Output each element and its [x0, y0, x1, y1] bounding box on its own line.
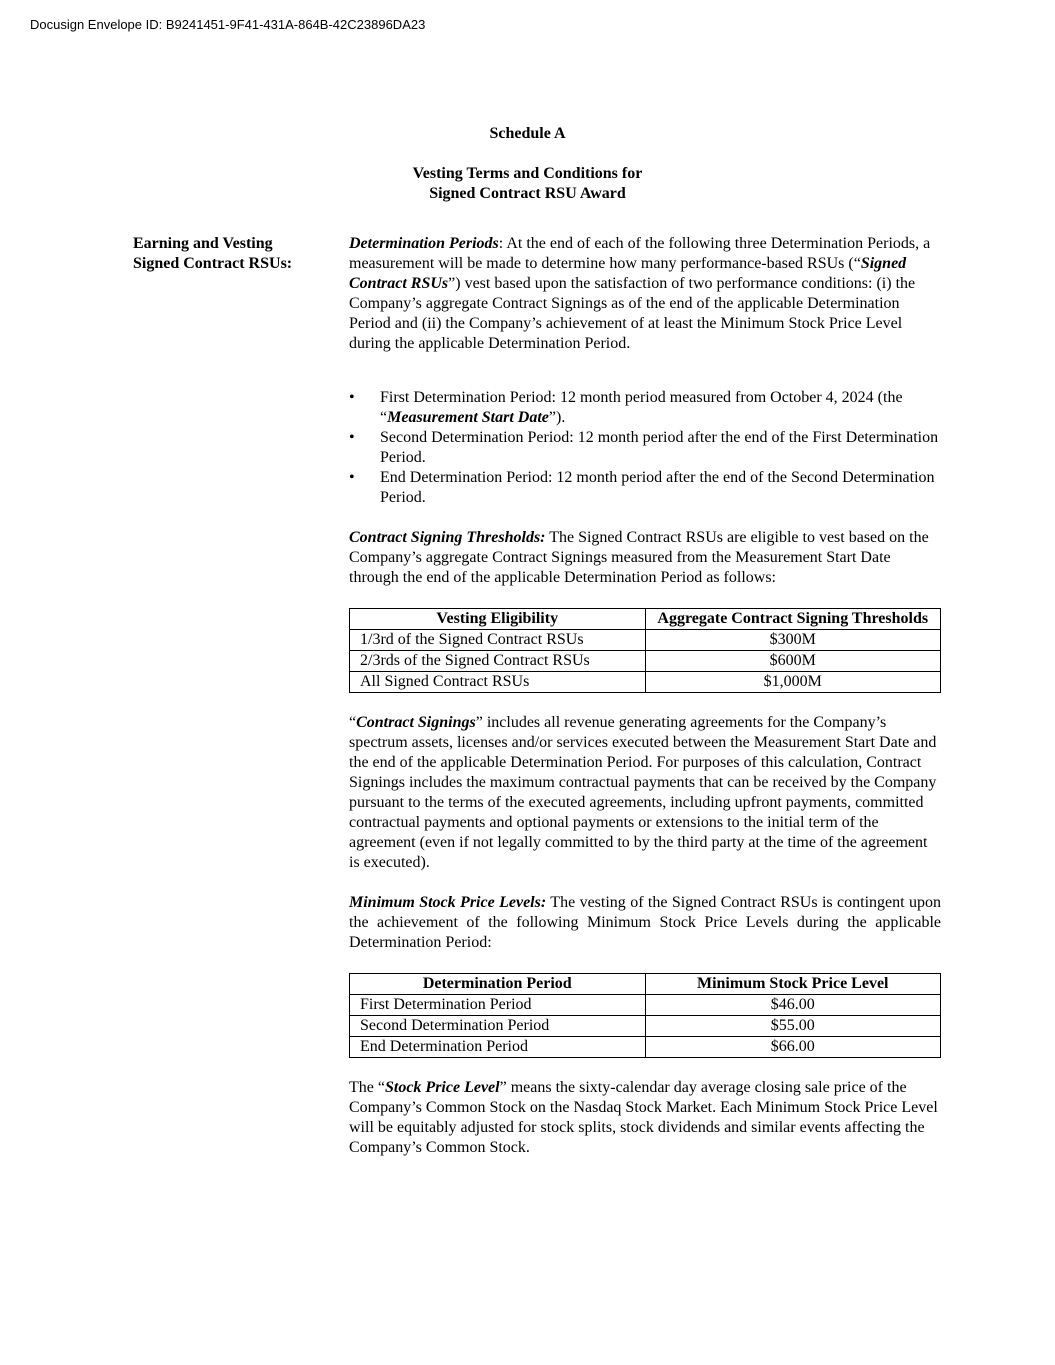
- determination-text-1: : At the end of each of the following three Determination Periods, a measurement will be made to determine how many performance-based RSUs (“: [349, 235, 931, 272]
- bullet-icon: •: [349, 389, 355, 406]
- subtitle-line-1: Vesting Terms and Conditions for: [412, 165, 643, 182]
- determination-heading: Determination Periods: [349, 235, 499, 252]
- table-row: [350, 1037, 941, 1058]
- period-cell: End Determination Period: [350, 1037, 646, 1058]
- schedule-title: Schedule A: [489, 125, 566, 142]
- thresholds-heading: Contract Signing Thresholds:: [349, 529, 546, 546]
- min-stock-price-header: Minimum Stock Price Level: [645, 974, 941, 995]
- contract-signings-open-quote: “: [349, 714, 357, 731]
- end-period-text: End Determination Period: 12 month period after the end of the Second Determination Period.: [380, 469, 935, 506]
- eligibility-cell: 2/3rds of the Signed Contract RSUs: [350, 651, 646, 672]
- bullet-icon: •: [349, 469, 355, 486]
- first-period-text: First Determination Period: 12 month period measured from October 4, 2024 (the “: [380, 389, 903, 426]
- thresholds-text: The Signed Contract RSUs are eligible to vest based on the Company’s aggregate Contract Signings measured from the Measurement Start Date through the end of the applicable Determination Period as follows:: [349, 529, 929, 586]
- threshold-cell: $1,000M: [645, 672, 941, 693]
- table-header-row: [350, 609, 941, 630]
- first-period-term: Measurement Start Date: [387, 409, 549, 426]
- section-label-line-2: Signed Contract RSUs:: [133, 255, 293, 272]
- stock-price-level-paragraph: [349, 1078, 941, 1158]
- min-stock-text: The vesting of the Signed Contract RSUs is contingent upon the achievement of the following Minimum Stock Price Levels during the applicable Determination Period:: [349, 894, 941, 951]
- stock-price-level-term: Stock Price Level: [384, 1079, 500, 1096]
- envelope-id: Docusign Envelope ID: B9241451-9F41-431A-864B-42C23896DA23: [30, 17, 426, 32]
- list-item: [349, 428, 941, 468]
- list-item: [349, 468, 941, 508]
- min-stock-paragraph: [349, 893, 941, 953]
- eligibility-cell: 1/3rd of the Signed Contract RSUs: [350, 630, 646, 651]
- determination-text-2: ”) vest based upon the satisfaction of two performance conditions: (i) the Company’s aggregate Contract Signings as of the end of the applicable Determination Period and (ii) the Company’s achievement of at least the Minimum Stock Price Level during the applicable Determination Period.: [349, 275, 916, 352]
- determination-period-list: [349, 388, 941, 508]
- thresholds-table: [349, 608, 941, 693]
- first-period-end: ”).: [548, 409, 566, 426]
- subtitle-line-2: Signed Contract RSU Award: [429, 185, 626, 202]
- threshold-cell: $600M: [645, 651, 941, 672]
- min-stock-heading: Minimum Stock Price Levels:: [349, 894, 547, 911]
- stock-price-level-prefix: The “: [349, 1079, 385, 1096]
- bullet-icon: •: [349, 429, 355, 446]
- contract-signings-text: ” includes all revenue generating agreements for the Company’s spectrum assets, licenses and/or services executed between the Measurement Start Date and the end of the applicable Determination Period. For purposes of this calculation, Contract Signings includes the maximum contractual payments that can be received by the Company pursuant to the terms of the executed agreements, including upfront payments, committed contractual payments and optional payments or extensions to the initial term of the agreement (even if not legally committed to by the third party at the time of the agreement is executed).: [349, 714, 937, 871]
- threshold-cell: $300M: [645, 630, 941, 651]
- eligibility-cell: All Signed Contract RSUs: [350, 672, 646, 693]
- table-header-row: [350, 974, 941, 995]
- table-row: [350, 630, 941, 651]
- vesting-eligibility-header: Vesting Eligibility: [350, 609, 646, 630]
- stock-price-table: [349, 973, 941, 1058]
- table-row: [350, 1016, 941, 1037]
- main-content: [349, 234, 941, 1158]
- section-label-line-1: Earning and Vesting: [133, 235, 273, 252]
- section-label: [133, 234, 333, 274]
- price-cell: $66.00: [645, 1037, 941, 1058]
- period-cell: Second Determination Period: [350, 1016, 646, 1037]
- table-row: [350, 995, 941, 1016]
- contract-signings-paragraph: [349, 713, 941, 873]
- price-cell: $46.00: [645, 995, 941, 1016]
- determination-term: Signed Contract RSUs: [349, 255, 907, 292]
- determination-period-header: Determination Period: [350, 974, 646, 995]
- stock-price-level-text: ” means the sixty-calendar day average closing sale price of the Company’s Common Stock on the Nasdaq Stock Market. Each Minimum Stock Price Level will be equitably adjusted for stock splits, stock dividends and similar events affecting the Company’s Common Stock.: [349, 1079, 938, 1156]
- contract-signings-term: Contract Signings: [356, 714, 476, 731]
- table-row: [350, 672, 941, 693]
- thresholds-paragraph: [349, 528, 941, 588]
- list-item: [349, 388, 941, 428]
- aggregate-thresholds-header: Aggregate Contract Signing Thresholds: [645, 609, 941, 630]
- determination-paragraph: [349, 234, 941, 354]
- table-row: [350, 651, 941, 672]
- price-cell: $55.00: [645, 1016, 941, 1037]
- second-period-text: Second Determination Period: 12 month period after the end of the First Determination Period.: [380, 429, 939, 466]
- period-cell: First Determination Period: [350, 995, 646, 1016]
